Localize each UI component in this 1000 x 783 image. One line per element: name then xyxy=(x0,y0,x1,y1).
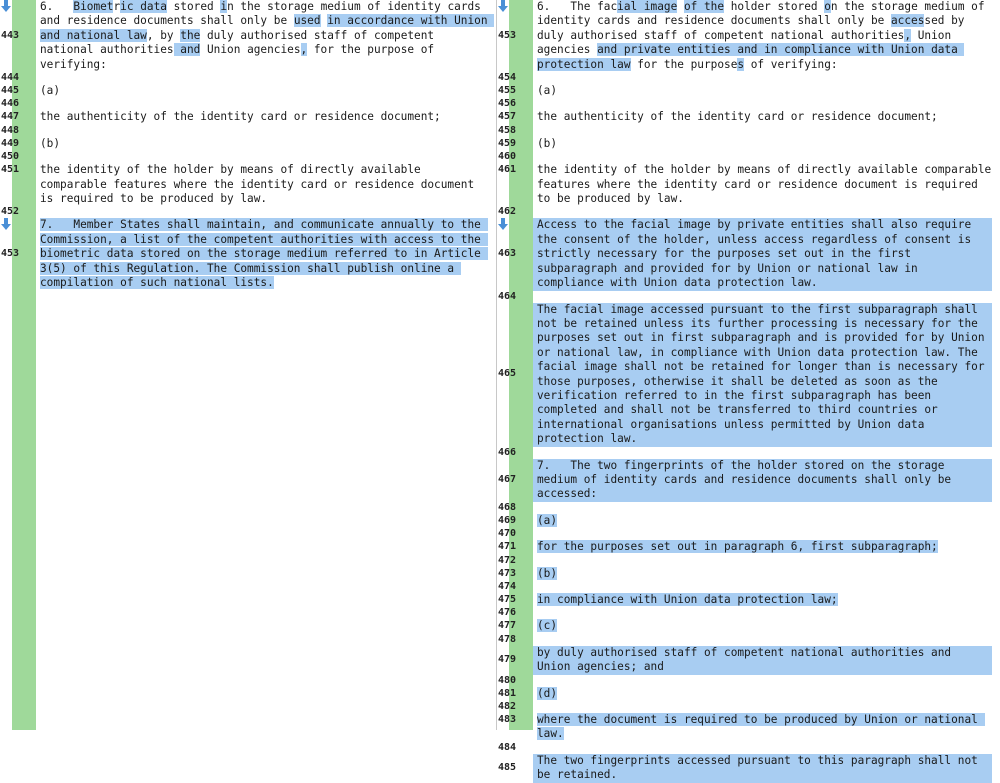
right-c2-text[interactable]: by duly authorised staff of competent national authorities and Union agencies; and xyxy=(533,646,992,675)
line-number: 485 xyxy=(498,762,517,774)
changed-text: and private entities and in compliance with Union data protection law xyxy=(537,43,965,71)
text-segment: sed by duly authorised staff of competent national authorities xyxy=(537,14,972,42)
line-number: 479 xyxy=(498,654,517,666)
right-paragraph-7 xyxy=(497,459,1000,502)
right-access-text[interactable]: Access to the facial image by private entities shall also require the consent of the holder, unless access regardless of consent is strictly necessary for the purposes set out in the first subparagraph and provided for by Union or national law in compliance with Union data protection law. xyxy=(533,218,992,290)
line-number: 453 xyxy=(1,248,20,260)
line-number: 476 xyxy=(498,607,517,619)
right-d2-label[interactable]: (d) xyxy=(537,686,558,700)
line-number: 455 xyxy=(498,85,517,97)
line-number: 445 xyxy=(1,85,20,97)
line-number: 458 xyxy=(498,124,517,136)
right-access-paragraph xyxy=(497,218,1000,290)
line-number: 446 xyxy=(1,98,20,110)
line-number: 464 xyxy=(498,290,517,302)
line-number: 452 xyxy=(1,206,20,218)
right-a2-label[interactable]: (a) xyxy=(537,513,558,527)
text-segment: of verifying: xyxy=(744,57,838,71)
line-number: 463 xyxy=(498,248,517,260)
line-number: 472 xyxy=(498,554,517,566)
changed-text: , xyxy=(904,28,912,42)
right-b-label: (b) xyxy=(537,136,558,150)
line-number: 473 xyxy=(498,567,517,579)
line-number: 460 xyxy=(498,151,517,163)
left-b-text: the identity of the holder by means of directly available comparable features where the identity card or residence document is required to be produced by law. xyxy=(40,163,481,206)
line-number: 478 xyxy=(498,633,517,645)
left-a-text: the authenticity of the identity card or residence document; xyxy=(40,110,441,124)
line-number: 457 xyxy=(498,111,517,123)
line-number: 443 xyxy=(1,29,20,41)
right-b2-text[interactable]: in compliance with Union data protection law; xyxy=(537,593,838,606)
line-number: 459 xyxy=(498,137,517,149)
left-p7-text[interactable]: 7. Member States shall maintain, and communicate annually to the Commission, a list of the competent authorities with access to the biometric data stored on the storage medium referred to in Article 3(5) of this Regulation. The Commission shall publish online a compilation of such national lists. xyxy=(40,218,488,290)
line-number: 470 xyxy=(498,528,517,540)
right-last-text[interactable]: The two fingerprints accessed pursuant to this paragraph shall not be retained. xyxy=(533,754,992,783)
line-number: 468 xyxy=(498,501,517,513)
text-segment: r xyxy=(113,0,121,13)
text-segment: n the storage medium of identity cards and residence documents shall only be xyxy=(40,0,488,28)
right-b2-label[interactable]: (b) xyxy=(537,566,558,580)
line-number: 477 xyxy=(498,620,517,632)
right-p7-text[interactable]: 7. The two fingerprints of the holder stored on the storage medium of identity cards and residence documents shall only be accessed: xyxy=(533,459,992,502)
right-a-label: (a) xyxy=(537,84,558,98)
change-arrow-down-icon[interactable] xyxy=(498,218,508,232)
text-segment: 6. xyxy=(40,0,74,13)
left-diff-pane[interactable] xyxy=(0,0,497,730)
line-number: 465 xyxy=(498,368,517,380)
right-a2-text[interactable]: for the purposes set out in paragraph 6, first subparagraph; xyxy=(537,540,938,554)
line-number: 451 xyxy=(1,164,20,176)
line-number: 466 xyxy=(498,446,517,458)
line-number: 456 xyxy=(498,98,517,110)
changed-text: acces xyxy=(891,14,925,28)
changed-text: ial image xyxy=(617,0,678,13)
changed-text: Biomet xyxy=(73,0,114,13)
line-number: 448 xyxy=(1,124,20,136)
line-number: 449 xyxy=(1,137,20,149)
right-p6-text[interactable] xyxy=(533,0,1000,72)
changed-text: of the xyxy=(683,0,725,13)
change-arrow-down-icon[interactable] xyxy=(498,0,508,14)
line-number: 461 xyxy=(498,164,517,176)
changed-text: o xyxy=(824,0,831,13)
line-number: 447 xyxy=(1,111,20,123)
changed-text: used xyxy=(293,14,321,28)
right-retain-text[interactable]: The facial image accessed pursuant to the first subparagraph shall not be retained unless its further processing is necessary for the purposes set out in first subparagraph and is provided for by Union or national law, in compliance with Union data protection law. The facial image shall not be retained for longer than is necessary for those purposes, otherwise it shall be deleted as soon as the verification referred to in the first subparagraph has been completed and shall not be transferred to third countries or international organisations unless permitted by Union data protection law. xyxy=(533,303,992,447)
line-number: 482 xyxy=(498,701,517,713)
text-segment: Union agencies xyxy=(537,28,958,57)
changed-text: i xyxy=(220,0,228,13)
text-segment: holder stored xyxy=(724,0,825,13)
line-number: 444 xyxy=(1,72,20,84)
line-number: 474 xyxy=(498,581,517,592)
line-number: 471 xyxy=(498,541,517,553)
right-d2-text[interactable]: where the document is required to be produced by Union or national law. xyxy=(537,713,985,741)
line-number: 484 xyxy=(498,741,517,753)
left-a-label: (a) xyxy=(40,84,61,98)
right-retain-paragraph xyxy=(497,303,1000,447)
left-paragraph-6 xyxy=(0,0,497,72)
text-segment: 6. The fac xyxy=(537,0,618,13)
line-number: 454 xyxy=(498,72,517,84)
text-segment xyxy=(677,0,684,13)
text-segment: for the purpose xyxy=(630,57,738,71)
line-number: 480 xyxy=(498,674,517,686)
line-number: 483 xyxy=(498,714,517,726)
text-segment: n the storage medium of identity cards and residence documents shall only be xyxy=(537,0,992,28)
line-number: 467 xyxy=(498,473,517,485)
change-arrow-down-icon[interactable] xyxy=(1,218,11,232)
right-a-text: the authenticity of the identity card or residence document; xyxy=(537,110,938,124)
text-segment: Union agencies xyxy=(200,43,301,57)
line-number: 450 xyxy=(1,151,20,163)
line-number: 475 xyxy=(498,594,517,605)
changed-text: s xyxy=(737,57,745,71)
changed-text: and xyxy=(173,43,201,57)
right-diff-pane[interactable] xyxy=(497,0,1000,782)
changed-text: ic data xyxy=(120,0,167,13)
change-arrow-down-icon[interactable] xyxy=(1,0,11,14)
line-number: 469 xyxy=(498,514,517,526)
changed-text: the xyxy=(180,28,201,42)
right-c2-label[interactable]: (c) xyxy=(537,619,558,633)
left-paragraph-7 xyxy=(0,218,497,290)
text-segment: , by xyxy=(146,28,181,42)
text-segment: duly authorised staff of competent national authorities xyxy=(40,28,441,57)
right-paragraph-6 xyxy=(497,0,1000,72)
text-segment: stored xyxy=(166,0,221,13)
line-number: 453 xyxy=(498,29,517,41)
line-number: 462 xyxy=(498,206,517,218)
text-segment: for the purpose of verifying: xyxy=(40,43,441,71)
left-p6-text[interactable] xyxy=(36,0,497,72)
left-b-label: (b) xyxy=(40,136,61,150)
right-b-text: the identity of the holder by means of directly available comparable features where the identity card or residence document is required to be produced by law. xyxy=(537,163,998,206)
line-number: 481 xyxy=(498,687,517,699)
changed-text: , xyxy=(300,43,308,57)
changed-text: in accordance with Union and national law xyxy=(40,14,495,42)
